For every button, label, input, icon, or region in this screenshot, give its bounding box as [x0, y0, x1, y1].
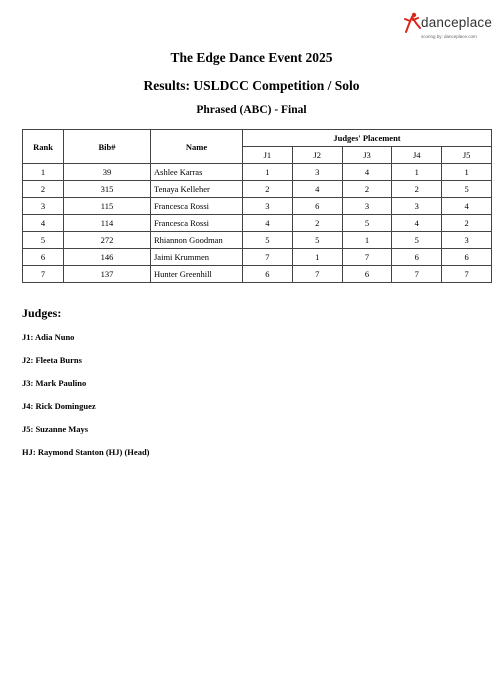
mark-cell: 6	[342, 266, 392, 283]
mark-cell: 2	[442, 215, 492, 232]
mark-cell: 7	[392, 266, 442, 283]
dancer-icon	[403, 12, 421, 34]
bib-cell: 137	[64, 266, 151, 283]
judge-header: J5	[442, 147, 492, 164]
judge-header: J4	[392, 147, 442, 164]
table-row	[23, 215, 492, 232]
mark-cell: 6	[292, 198, 342, 215]
rank-cell: 4	[23, 215, 64, 232]
name-cell: Hunter Greenhill	[151, 266, 243, 283]
table-header-row	[23, 130, 492, 147]
bib-cell: 114	[64, 215, 151, 232]
judge-header: J1	[243, 147, 293, 164]
logo-brand: danceplace	[421, 15, 493, 30]
judge-entry: J5: Suzanne Mays	[22, 424, 89, 434]
mark-cell: 7	[292, 266, 342, 283]
table-row	[23, 164, 492, 181]
bib-header: Bib#	[64, 130, 151, 164]
mark-cell: 3	[442, 232, 492, 249]
event-title: The Edge Dance Event 2025	[170, 50, 333, 65]
mark-cell: 1	[342, 232, 392, 249]
mark-cell: 3	[292, 164, 342, 181]
mark-cell: 3	[243, 198, 293, 215]
mark-cell: 4	[342, 164, 392, 181]
bib-cell: 39	[64, 164, 151, 181]
mark-cell: 2	[342, 181, 392, 198]
danceplace-logo	[403, 12, 493, 40]
mark-cell: 5	[442, 181, 492, 198]
judge-entry: J2: Fleeta Burns	[22, 355, 82, 365]
results-table	[22, 129, 492, 283]
table-row	[23, 266, 492, 283]
name-cell: Rhiannon Goodman	[151, 232, 243, 249]
mark-cell: 4	[292, 181, 342, 198]
mark-cell: 1	[442, 164, 492, 181]
mark-cell: 5	[342, 215, 392, 232]
mark-cell: 7	[442, 266, 492, 283]
logo-tagline: scoring by: danceplace.com	[421, 34, 477, 39]
mark-cell: 1	[243, 164, 293, 181]
mark-cell: 6	[243, 266, 293, 283]
name-cell: Francesca Rossi	[151, 215, 243, 232]
mark-cell: 4	[392, 215, 442, 232]
name-cell: Tenaya Kelleher	[151, 181, 243, 198]
mark-cell: 1	[292, 249, 342, 266]
rank-cell: 2	[23, 181, 64, 198]
rank-cell: 3	[23, 198, 64, 215]
mark-cell: 5	[392, 232, 442, 249]
rank-cell: 5	[23, 232, 64, 249]
mark-cell: 3	[392, 198, 442, 215]
name-cell: Ashlee Karras	[151, 164, 243, 181]
mark-cell: 6	[442, 249, 492, 266]
mark-cell: 2	[292, 215, 342, 232]
table-row	[23, 181, 492, 198]
bib-cell: 115	[64, 198, 151, 215]
results-title: Results: USLDCC Competition / Solo	[143, 78, 360, 93]
judge-entry: J1: Adia Nuno	[22, 332, 75, 342]
mark-cell: 2	[243, 181, 293, 198]
judge-header: J2	[292, 147, 342, 164]
mark-cell: 7	[243, 249, 293, 266]
table-row	[23, 232, 492, 249]
mark-cell: 1	[392, 164, 442, 181]
mark-cell: 5	[292, 232, 342, 249]
rank-header: Rank	[23, 130, 64, 164]
mark-cell: 5	[243, 232, 293, 249]
rank-cell: 6	[23, 249, 64, 266]
bib-cell: 272	[64, 232, 151, 249]
name-header: Name	[151, 130, 243, 164]
name-cell: Francesca Rossi	[151, 198, 243, 215]
judges-title: Judges:	[22, 306, 62, 320]
mark-cell: 7	[342, 249, 392, 266]
mark-cell: 4	[442, 198, 492, 215]
round-title: Phrased (ABC) - Final	[196, 104, 307, 116]
judge-entry: J4: Rick Dominguez	[22, 401, 96, 411]
mark-cell: 3	[342, 198, 392, 215]
bib-cell: 315	[64, 181, 151, 198]
mark-cell: 4	[243, 215, 293, 232]
table-row	[23, 198, 492, 215]
name-cell: Jaimi Krummen	[151, 249, 243, 266]
mark-cell: 2	[392, 181, 442, 198]
judge-header: J3	[342, 147, 392, 164]
bib-cell: 146	[64, 249, 151, 266]
table-row	[23, 249, 492, 266]
placement-header: Judges' Placement	[243, 130, 492, 147]
rank-cell: 7	[23, 266, 64, 283]
rank-cell: 1	[23, 164, 64, 181]
judge-entry: HJ: Raymond Stanton (HJ) (Head)	[22, 447, 150, 457]
judge-entry: J3: Mark Paulino	[22, 378, 87, 388]
mark-cell: 6	[392, 249, 442, 266]
